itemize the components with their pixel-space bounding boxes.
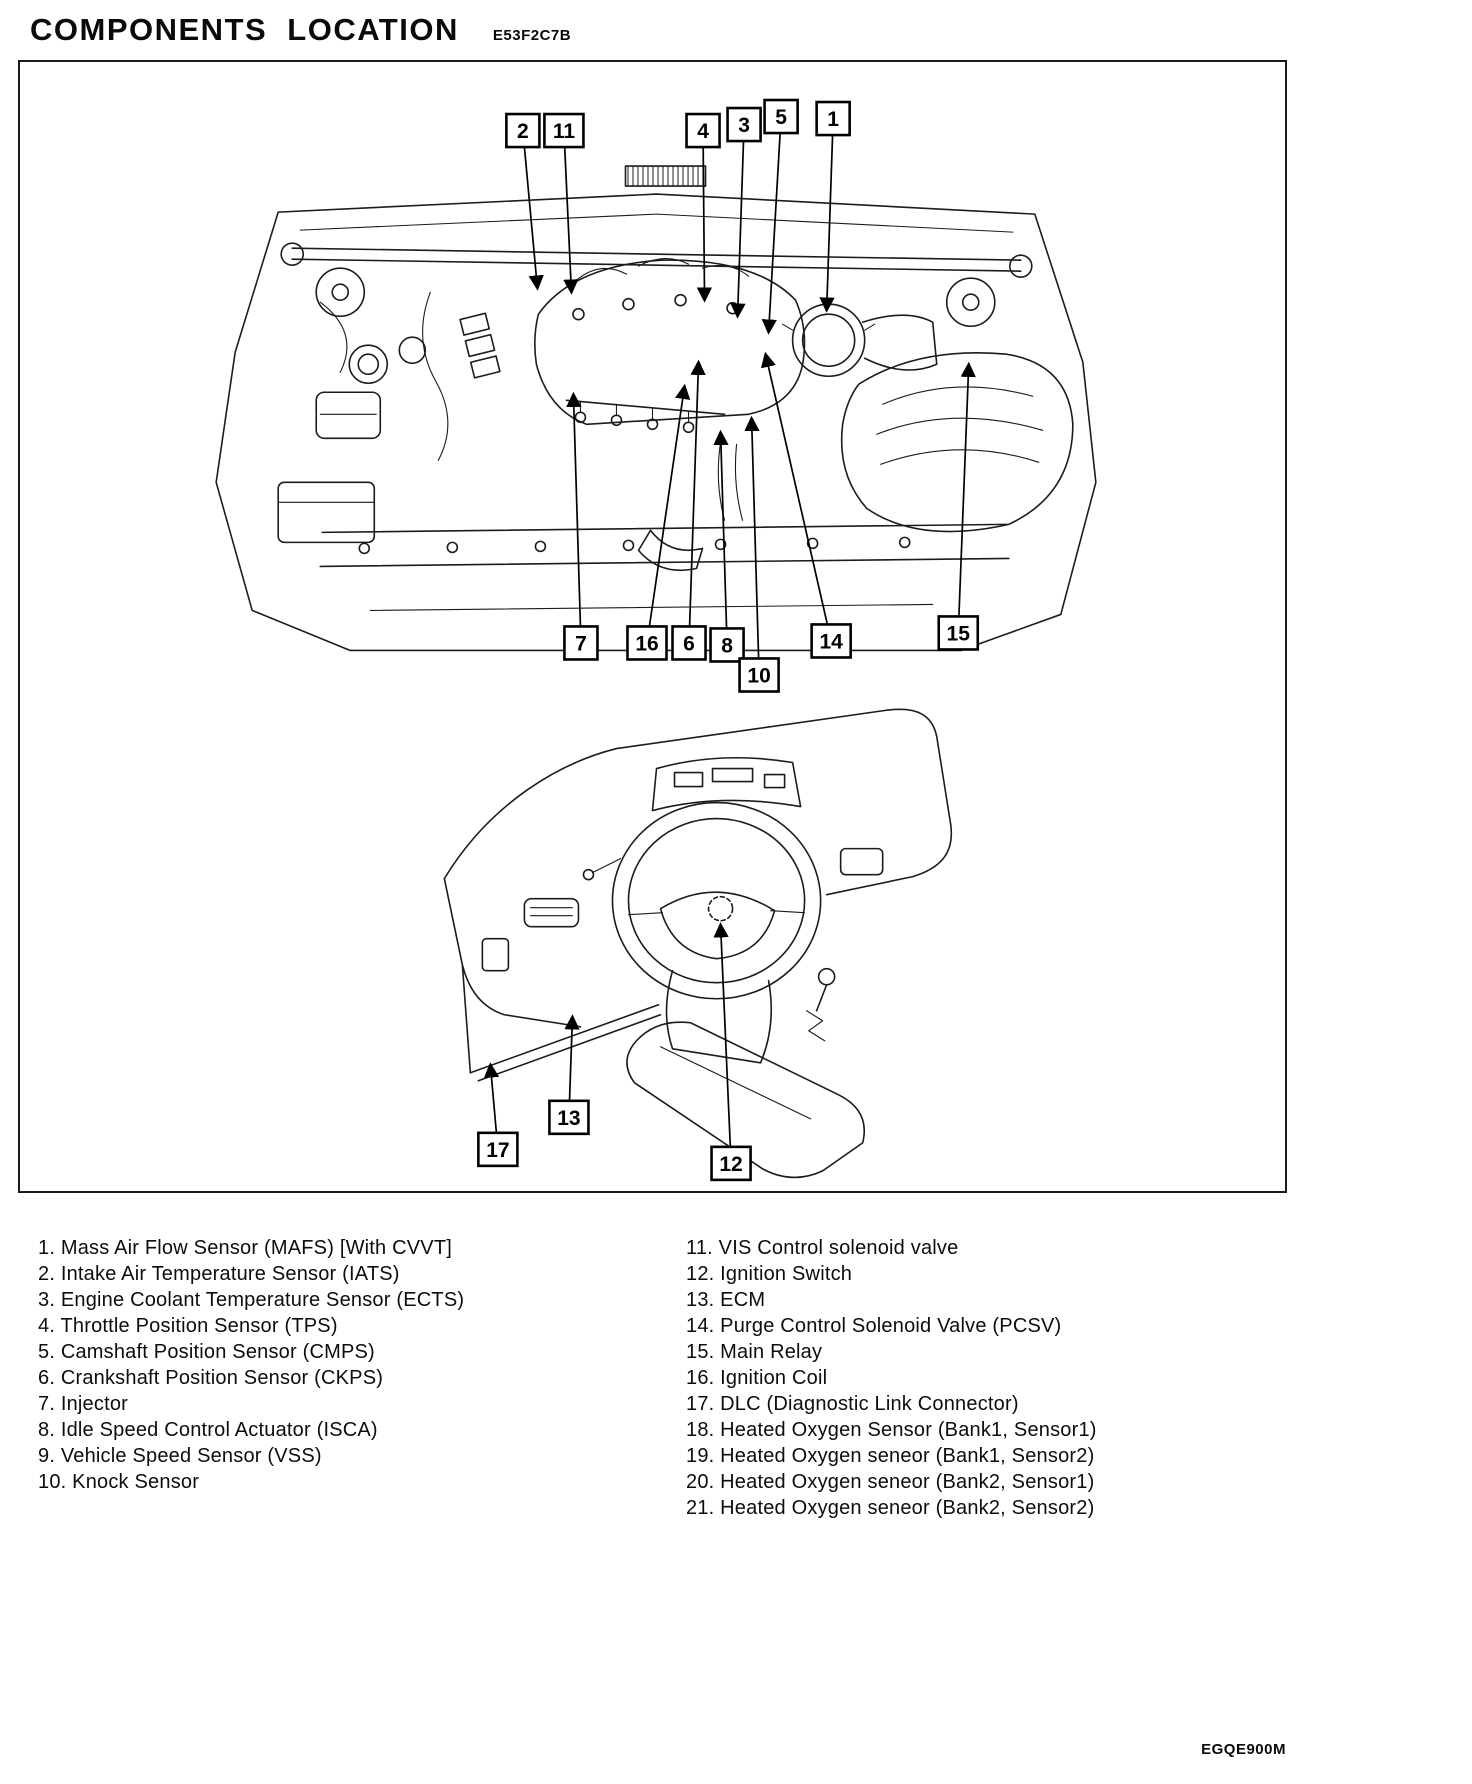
- callout-number-6: 6: [683, 632, 695, 656]
- callout-leader-15: [958, 364, 969, 633]
- dashboard-drawing: [444, 709, 951, 1177]
- fuel-rail-injectors: [566, 400, 724, 432]
- callout-number-13: 13: [557, 1106, 581, 1130]
- page-title: COMPONENTS LOCATION: [30, 12, 459, 47]
- callout-number-7: 7: [575, 632, 587, 656]
- callout-leader-5: [769, 117, 782, 333]
- callout-leader-3: [738, 125, 745, 317]
- left-air-vents: [482, 899, 578, 971]
- callout-number-11: 11: [552, 120, 576, 144]
- ignition-switch-target: [709, 897, 733, 921]
- callout-leader-1: [827, 119, 834, 311]
- legend-item: 18. Heated Oxygen Sensor (Bank1, Sensor1): [686, 1418, 1097, 1441]
- legend-item: 13. ECM: [686, 1288, 766, 1311]
- legend-item: 1. Mass Air Flow Sensor (MAFS) [With CVVT]: [38, 1236, 453, 1259]
- callout-leader-14: [766, 354, 832, 641]
- figure-code: EGQE900M: [1201, 1741, 1286, 1758]
- legend-item: 3. Engine Coolant Temperature Sensor (ECTS): [38, 1288, 465, 1311]
- steering-wheel: [612, 803, 820, 999]
- legend-item: 16. Ignition Coil: [686, 1366, 828, 1389]
- callout-number-12: 12: [719, 1152, 743, 1176]
- callout-number-8: 8: [721, 634, 733, 658]
- legend-item: 9. Vehicle Speed Sensor (VSS): [38, 1444, 322, 1467]
- legend-item: 21. Heated Oxygen seneor (Bank2, Sensor2): [686, 1496, 1095, 1519]
- cowl-vent-grille: [625, 166, 705, 186]
- hood-inner-line: [300, 214, 1013, 232]
- callout-leader-6: [689, 362, 699, 643]
- callout-number-16: 16: [635, 632, 659, 656]
- callout-number-3: 3: [738, 114, 750, 138]
- callout-leader-4: [703, 131, 705, 301]
- legend: [38, 1235, 1288, 1521]
- page-header: [30, 12, 1472, 48]
- callout-box-layer: [478, 100, 977, 1180]
- legend-item: 15. Main Relay: [686, 1340, 823, 1363]
- legend-item: 19. Heated Oxygen seneor (Bank1, Sensor2): [686, 1444, 1095, 1467]
- legend-item: 14. Purge Control Solenoid Valve (PCSV): [686, 1314, 1062, 1337]
- engine-cover: [842, 353, 1073, 532]
- legend-item: 12. Ignition Switch: [686, 1262, 853, 1285]
- legend-item: 20. Heated Oxygen seneor (Bank2, Sensor1): [686, 1470, 1095, 1493]
- dash-lower-edge: [470, 1005, 660, 1081]
- callout-leader-8: [721, 432, 728, 645]
- legend-right-column: [686, 1235, 1288, 1521]
- callout-number-15: 15: [946, 622, 970, 646]
- diagram-panel: [18, 60, 1287, 1193]
- callout-leader-2: [523, 131, 538, 289]
- legend-item: 5. Camshaft Position Sensor (CMPS): [38, 1340, 375, 1363]
- legend-item: 11. VIS Control solenoid valve: [686, 1236, 959, 1259]
- legend-item: 17. DLC (Diagnostic Link Connector): [686, 1392, 1019, 1415]
- callout-leader-7: [573, 394, 581, 643]
- callout-number-4: 4: [697, 120, 709, 144]
- intake-manifold: [535, 259, 805, 425]
- callout-number-5: 5: [775, 106, 787, 130]
- legend-left-column: [38, 1235, 686, 1521]
- legend-item: 10. Knock Sensor: [38, 1470, 200, 1493]
- section-code: E53F2C7B: [492, 27, 572, 44]
- callout-number-17: 17: [486, 1138, 510, 1162]
- callout-number-14: 14: [819, 630, 843, 654]
- air-intake-duct: [783, 304, 937, 376]
- callout-leader-10: [752, 418, 760, 675]
- callout-number-10: 10: [747, 664, 771, 688]
- strut-tower-bar: [281, 243, 1032, 326]
- radiator-support: [320, 524, 1009, 610]
- legend-item: 4. Throttle Position Sensor (TPS): [38, 1314, 338, 1337]
- ignition-coil-pack: [460, 313, 500, 378]
- callout-number-2: 2: [517, 120, 529, 144]
- legend-item: 2. Intake Air Temperature Sensor (IATS): [38, 1262, 400, 1285]
- callout-number-1: 1: [827, 108, 839, 132]
- shifter: [807, 969, 835, 1041]
- callout-leader-12: [721, 925, 732, 1164]
- legend-item: 7. Injector: [38, 1392, 129, 1415]
- right-dash-handle: [841, 849, 883, 875]
- callout-leader-16: [647, 386, 685, 643]
- legend-item: 8. Idle Speed Control Actuator (ISCA): [38, 1418, 378, 1441]
- left-reservoirs: [278, 292, 448, 542]
- callout-leader-11: [564, 131, 572, 293]
- legend-item: 6. Crankshaft Position Sensor (CKPS): [38, 1366, 384, 1389]
- components-diagram: [20, 62, 1285, 1191]
